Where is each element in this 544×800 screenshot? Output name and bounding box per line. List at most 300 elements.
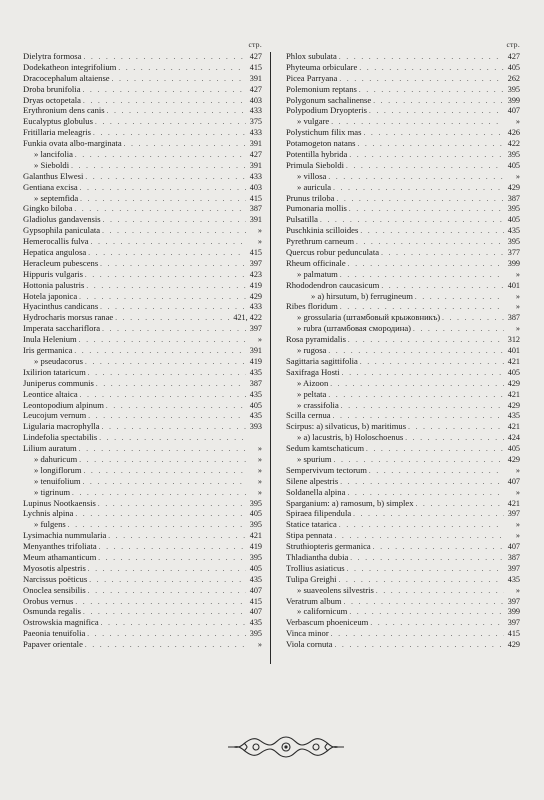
dot-leader bbox=[328, 172, 504, 182]
entry-name: » longiflorum bbox=[34, 464, 82, 475]
dot-leader bbox=[442, 313, 504, 323]
dot-leader bbox=[101, 618, 246, 628]
index-entry bbox=[18, 465, 262, 476]
index-entry bbox=[281, 421, 520, 432]
dot-leader bbox=[88, 411, 246, 421]
dot-leader bbox=[93, 128, 246, 138]
entry-page: 397 bbox=[507, 563, 520, 573]
dot-leader bbox=[381, 248, 504, 258]
entry-name: Dryas octopetala bbox=[23, 94, 81, 105]
index-entry bbox=[18, 617, 262, 628]
dot-leader bbox=[347, 564, 504, 574]
entry-page: 435 bbox=[249, 389, 262, 399]
entry-page: » bbox=[515, 269, 520, 279]
dot-leader bbox=[83, 477, 246, 487]
entry-page: 405 bbox=[507, 367, 520, 377]
index-entry bbox=[18, 334, 262, 345]
dot-leader bbox=[84, 466, 246, 476]
entry-name: Sparganium: a) ramosum, b) simplex bbox=[286, 497, 414, 508]
index-entry bbox=[18, 323, 262, 334]
entry-name: Paeonia tenuifolia bbox=[23, 628, 86, 639]
entry-name: » rubra (штамбовая смородина) bbox=[297, 323, 411, 334]
entry-page: 387 bbox=[507, 552, 520, 562]
entry-page: 427 bbox=[249, 52, 262, 61]
index-entry bbox=[18, 530, 262, 541]
entry-page: 377 bbox=[507, 248, 520, 258]
index-entry bbox=[281, 236, 520, 247]
dot-leader bbox=[100, 259, 246, 269]
entry-page: 426 bbox=[507, 128, 520, 138]
entry-name: Juniperus communis bbox=[23, 377, 94, 388]
entry-name: Statice tatarica bbox=[286, 519, 337, 530]
index-entry bbox=[18, 606, 262, 617]
entry-name: Saxifraga Hosti bbox=[286, 366, 340, 377]
index-entry bbox=[281, 62, 520, 73]
index-entry bbox=[281, 498, 520, 509]
entry-page: » bbox=[515, 531, 520, 541]
entry-name: » lancifolia bbox=[34, 149, 73, 160]
dot-leader bbox=[405, 433, 504, 443]
entry-name: » grossularia (штамбовый крыжовникъ) bbox=[297, 312, 441, 323]
entry-name: Ligularia macrophylla bbox=[23, 421, 100, 432]
entry-name: » a) lacustris, b) Holoschoenus bbox=[297, 432, 404, 443]
index-entry bbox=[18, 138, 262, 149]
index-entry bbox=[18, 345, 262, 356]
entry-page: 375 bbox=[249, 117, 262, 127]
dot-leader bbox=[103, 215, 246, 225]
entry-list bbox=[281, 51, 520, 650]
index-entry bbox=[281, 258, 520, 269]
entry-page: 433 bbox=[249, 171, 262, 181]
dot-leader bbox=[108, 531, 246, 541]
entry-page: » bbox=[257, 640, 262, 650]
dot-leader bbox=[359, 85, 504, 95]
entry-page: 419 bbox=[249, 356, 262, 366]
entry-page: 429 bbox=[249, 291, 262, 301]
entry-name: Leontopodium alpinum bbox=[23, 399, 104, 410]
index-entry bbox=[18, 476, 262, 487]
index-entry bbox=[18, 258, 262, 269]
entry-name: Fritillaria meleagris bbox=[23, 127, 92, 138]
dot-leader bbox=[75, 509, 246, 519]
dot-leader bbox=[373, 542, 504, 552]
entry-page: 395 bbox=[249, 498, 262, 508]
dot-leader bbox=[408, 422, 504, 432]
dot-leader bbox=[334, 455, 504, 465]
entry-page: 407 bbox=[249, 607, 262, 617]
entry-page: 435 bbox=[507, 411, 520, 421]
entry-name: Hottonia palustris bbox=[23, 279, 85, 290]
index-column-left bbox=[18, 40, 262, 650]
index-entry bbox=[281, 487, 520, 498]
entry-name: Vinca minor bbox=[286, 628, 329, 639]
dot-leader bbox=[357, 139, 504, 149]
entry-name: Stipa pennata bbox=[286, 530, 333, 541]
entry-page: 407 bbox=[507, 106, 520, 116]
entry-name: Pumonaria mollis bbox=[286, 203, 347, 214]
dot-leader bbox=[366, 444, 504, 454]
dot-leader bbox=[342, 368, 504, 378]
dot-leader bbox=[71, 161, 246, 171]
dot-leader bbox=[341, 401, 504, 411]
entry-name: » Sieboldi bbox=[34, 159, 70, 170]
entry-page: 407 bbox=[507, 542, 520, 552]
entry-page: 423 bbox=[249, 269, 262, 279]
entry-page: 387 bbox=[507, 313, 520, 323]
entry-page: » bbox=[515, 465, 520, 475]
entry-name: Dodekatheon integrifolium bbox=[23, 61, 117, 72]
entry-page: 405 bbox=[249, 509, 262, 519]
dot-leader bbox=[74, 204, 246, 214]
entry-name: Osmunda regalis bbox=[23, 606, 81, 617]
index-entry bbox=[18, 127, 262, 138]
entry-name: Hemerocallis fulva bbox=[23, 236, 89, 247]
dot-leader bbox=[79, 444, 246, 454]
dot-leader bbox=[381, 281, 504, 291]
dot-leader bbox=[331, 629, 504, 639]
entry-page: 387 bbox=[249, 204, 262, 214]
index-entry bbox=[281, 127, 520, 138]
dot-leader bbox=[333, 183, 504, 193]
entry-page: 427 bbox=[507, 52, 520, 61]
entry-page: 387 bbox=[249, 378, 262, 388]
index-entry bbox=[281, 465, 520, 476]
entry-page: 391 bbox=[249, 215, 262, 225]
entry-name: Rheum officinale bbox=[286, 257, 346, 268]
entry-page: 401 bbox=[507, 346, 520, 356]
entry-page: 405 bbox=[507, 160, 520, 170]
entry-name: » pseudacorus bbox=[34, 355, 83, 366]
entry-name: » peltata bbox=[297, 388, 327, 399]
dot-leader bbox=[86, 281, 246, 291]
entry-name: Prunus triloba bbox=[286, 192, 335, 203]
entry-name: Rhododendron caucasicum bbox=[286, 279, 380, 290]
entry-page: 429 bbox=[507, 640, 520, 650]
index-entry bbox=[18, 552, 262, 563]
index-entry bbox=[281, 585, 520, 596]
entry-page: 397 bbox=[507, 509, 520, 519]
index-entry bbox=[281, 617, 520, 628]
dot-leader bbox=[350, 553, 504, 563]
index-entry bbox=[18, 247, 262, 258]
dot-leader bbox=[87, 629, 246, 639]
entry-name: Polypodium Dryopteris bbox=[286, 105, 367, 116]
index-entry bbox=[18, 432, 262, 443]
index-entry bbox=[18, 410, 262, 421]
entry-name: Primula Sieboldi bbox=[286, 159, 345, 170]
entry-page: 395 bbox=[507, 150, 520, 160]
dot-leader bbox=[80, 194, 246, 204]
entry-page: 421, 422 bbox=[233, 313, 262, 323]
entry-page: 403 bbox=[249, 182, 262, 192]
index-entry bbox=[281, 291, 520, 302]
index-entry bbox=[281, 356, 520, 367]
index-entry bbox=[281, 73, 520, 84]
dot-leader bbox=[328, 390, 504, 400]
entry-name: Phyteuma orbiculare bbox=[286, 61, 358, 72]
entry-page: » bbox=[257, 444, 262, 454]
entry-name: Struthiopteris germanica bbox=[286, 541, 371, 552]
entry-page: 405 bbox=[507, 62, 520, 72]
index-entry bbox=[18, 95, 262, 106]
dot-leader bbox=[83, 607, 246, 617]
dot-leader bbox=[348, 259, 504, 269]
entry-page: 415 bbox=[249, 248, 262, 258]
dot-leader bbox=[102, 226, 246, 236]
dot-leader bbox=[349, 607, 504, 617]
dot-leader bbox=[102, 324, 246, 334]
dot-leader bbox=[85, 357, 246, 367]
dot-leader bbox=[335, 531, 504, 541]
entry-page: 415 bbox=[507, 629, 520, 639]
entry-page: 433 bbox=[249, 128, 262, 138]
dot-leader bbox=[339, 520, 504, 530]
index-entry bbox=[18, 193, 262, 204]
index-entry bbox=[18, 487, 262, 498]
entry-page: 387 bbox=[507, 193, 520, 203]
index-entry bbox=[18, 214, 262, 225]
entry-name: Silene alpestris bbox=[286, 475, 339, 486]
entry-name: Menyanthes trifoliata bbox=[23, 541, 97, 552]
index-entry bbox=[18, 171, 262, 182]
index-entry bbox=[281, 628, 520, 639]
index-entry bbox=[18, 498, 262, 509]
entry-page: 391 bbox=[249, 346, 262, 356]
index-entry bbox=[18, 280, 262, 291]
entry-name: Erythronium dens canis bbox=[23, 105, 105, 116]
index-entry bbox=[281, 84, 520, 95]
index-entry bbox=[18, 639, 262, 650]
index-entry bbox=[18, 367, 262, 378]
dot-leader bbox=[96, 379, 246, 389]
entry-name: Phlox subulata bbox=[286, 51, 337, 61]
index-entry bbox=[18, 73, 262, 84]
index-entry bbox=[281, 389, 520, 400]
entry-page: » bbox=[257, 335, 262, 345]
index-entry bbox=[18, 519, 262, 530]
entry-name: » tenuifolium bbox=[34, 475, 81, 486]
entry-name: Polystichum filix mas bbox=[286, 127, 362, 138]
entry-page: 399 bbox=[507, 607, 520, 617]
index-entry bbox=[281, 410, 520, 421]
entry-name: » californicum bbox=[297, 606, 348, 617]
dot-leader bbox=[370, 618, 504, 628]
entry-name: Droba brunifolia bbox=[23, 83, 81, 94]
entry-name: Quercus robur pedunculata bbox=[286, 247, 380, 258]
index-entry bbox=[281, 116, 520, 127]
entry-page: 262 bbox=[507, 73, 520, 83]
entry-name: Picea Parryana bbox=[286, 72, 338, 83]
entry-name: Orobus vernus bbox=[23, 595, 74, 606]
dot-leader bbox=[83, 85, 246, 95]
entry-page: » bbox=[515, 291, 520, 301]
entry-page: 391 bbox=[249, 139, 262, 149]
index-entry bbox=[281, 606, 520, 617]
dot-leader bbox=[98, 499, 246, 509]
entry-name: Hyacinthus candicans bbox=[23, 301, 99, 312]
dot-leader bbox=[99, 542, 246, 552]
entry-page: 421 bbox=[249, 531, 262, 541]
entry-page: 391 bbox=[249, 73, 262, 83]
index-entry bbox=[18, 116, 262, 127]
entry-name: Sempervivum tectorum bbox=[286, 464, 367, 475]
entry-name: » palmatum bbox=[297, 268, 338, 279]
dot-leader bbox=[335, 640, 505, 650]
entry-page: 312 bbox=[507, 335, 520, 345]
index-entry bbox=[281, 105, 520, 116]
entry-name: Ostrowskia magnifica bbox=[23, 617, 99, 628]
entry-page: 427 bbox=[249, 84, 262, 94]
index-entry bbox=[18, 454, 262, 465]
entry-name: Dielytra formosa bbox=[23, 51, 82, 61]
entry-name: Dracocephalum altaiense bbox=[23, 72, 110, 83]
dot-leader bbox=[89, 575, 246, 585]
index-entry bbox=[281, 247, 520, 258]
entry-page: » bbox=[257, 454, 262, 464]
entry-name: Spiraea filipendula bbox=[286, 508, 352, 519]
entry-name: Gingko biloba bbox=[23, 203, 73, 214]
entry-page: 397 bbox=[507, 596, 520, 606]
index-entry bbox=[18, 301, 262, 312]
entry-name: Narcissus poëticus bbox=[23, 573, 88, 584]
entry-page: 391 bbox=[249, 160, 262, 170]
entry-name: » dahuricum bbox=[34, 453, 78, 464]
dot-leader bbox=[363, 128, 504, 138]
dot-leader bbox=[340, 302, 504, 312]
index-entry bbox=[18, 400, 262, 411]
entry-page: 429 bbox=[507, 378, 520, 388]
entry-name: Scilla cernua bbox=[286, 410, 331, 421]
dot-leader bbox=[124, 139, 246, 149]
entry-list bbox=[18, 51, 262, 650]
index-entry bbox=[18, 225, 262, 236]
index-entry bbox=[281, 312, 520, 323]
dot-leader bbox=[112, 74, 246, 84]
entry-page: » bbox=[515, 302, 520, 312]
index-entry bbox=[18, 574, 262, 585]
entry-page: 433 bbox=[249, 106, 262, 116]
entry-page: 421 bbox=[507, 356, 520, 366]
entry-page: 435 bbox=[249, 574, 262, 584]
entry-page: 397 bbox=[249, 324, 262, 334]
entry-page: 395 bbox=[507, 237, 520, 247]
entry-name: Lupinus Nootkaensis bbox=[23, 497, 96, 508]
entry-name: » spurium bbox=[297, 453, 332, 464]
entry-name: Veratrum album bbox=[286, 595, 342, 606]
entry-page: 395 bbox=[507, 204, 520, 214]
index-entry bbox=[18, 84, 262, 95]
index-entry bbox=[281, 214, 520, 225]
entry-name: Leucojum vernum bbox=[23, 410, 87, 421]
dot-leader bbox=[356, 237, 504, 247]
entry-page: » bbox=[515, 585, 520, 595]
index-entry bbox=[18, 312, 262, 323]
dot-leader bbox=[330, 379, 504, 389]
dot-leader bbox=[340, 270, 504, 280]
index-entry bbox=[18, 541, 262, 552]
dot-leader bbox=[376, 586, 504, 596]
dot-leader bbox=[80, 390, 246, 400]
dot-leader bbox=[80, 183, 246, 193]
entry-name: Lychnis alpina bbox=[23, 508, 74, 519]
dot-leader bbox=[348, 335, 504, 345]
index-entry bbox=[281, 138, 520, 149]
entry-name: Potamogeton natans bbox=[286, 138, 356, 149]
dot-leader bbox=[75, 597, 246, 607]
entry-name: Polygonum sachalinense bbox=[286, 94, 372, 105]
index-entry bbox=[281, 508, 520, 519]
index-entry bbox=[18, 628, 262, 639]
entry-name: Iris germanica bbox=[23, 345, 73, 356]
entry-name: Gentiana excisa bbox=[23, 181, 78, 192]
dot-leader bbox=[68, 520, 246, 530]
entry-name: Inula Helenium bbox=[23, 334, 77, 345]
entry-page: 419 bbox=[249, 280, 262, 290]
entry-name: » fulgens bbox=[34, 519, 66, 530]
entry-page: 395 bbox=[249, 552, 262, 562]
entry-name: » suaveolens silvestris bbox=[297, 584, 374, 595]
dot-leader bbox=[88, 564, 246, 574]
index-column-right bbox=[281, 40, 520, 650]
dot-leader bbox=[118, 63, 246, 73]
entry-page: 419 bbox=[249, 542, 262, 552]
page-column-header: стр. bbox=[506, 40, 520, 49]
entry-name: Hippuris vulgaris bbox=[23, 268, 83, 279]
dot-leader bbox=[369, 466, 504, 476]
dot-leader bbox=[83, 52, 246, 62]
entry-page: 435 bbox=[249, 367, 262, 377]
entry-name: Rosa pyramidalis bbox=[286, 334, 346, 345]
index-entry bbox=[18, 585, 262, 596]
dot-leader bbox=[413, 324, 504, 334]
entry-name: Gypsophila paniculata bbox=[23, 225, 101, 236]
entry-name: Myosotis alpestris bbox=[23, 562, 86, 573]
dot-leader bbox=[74, 346, 246, 356]
dot-leader bbox=[360, 357, 504, 367]
entry-page: 401 bbox=[507, 280, 520, 290]
entry-page: » bbox=[257, 465, 262, 475]
entry-page: » bbox=[257, 487, 262, 497]
index-entry bbox=[18, 51, 262, 62]
entry-name: Scirpus: a) silvaticus, b) maritimus bbox=[286, 421, 407, 432]
index-entry bbox=[18, 508, 262, 519]
entry-name: Ixilirion tataricum bbox=[23, 366, 86, 377]
entry-name: Lilium auratum bbox=[23, 443, 77, 454]
entry-page: 429 bbox=[507, 400, 520, 410]
page-column-header: стр. bbox=[248, 40, 262, 49]
dot-leader bbox=[72, 488, 246, 498]
dot-leader bbox=[344, 597, 504, 607]
index-entry bbox=[281, 149, 520, 160]
dot-leader bbox=[369, 106, 504, 116]
index-entry bbox=[18, 389, 262, 400]
index-entry bbox=[281, 563, 520, 574]
entry-page: 435 bbox=[249, 618, 262, 628]
entry-name: » a) hirsutum, b) ferrugineum bbox=[311, 290, 413, 301]
dot-leader bbox=[359, 63, 504, 73]
entry-name: Galanthus Elwesi bbox=[23, 170, 84, 181]
entry-page: 415 bbox=[249, 193, 262, 203]
index-entry bbox=[18, 182, 262, 193]
index-entry bbox=[281, 519, 520, 530]
entry-page: 397 bbox=[507, 618, 520, 628]
index-entry bbox=[281, 639, 520, 650]
dot-leader bbox=[415, 292, 504, 302]
entry-name: Lindefolia spectabilis bbox=[23, 432, 98, 443]
entry-name: Sagittaria sagittifolia bbox=[286, 355, 358, 366]
entry-name: Puschkinia scilloides bbox=[286, 225, 359, 236]
index-entry bbox=[18, 291, 262, 302]
